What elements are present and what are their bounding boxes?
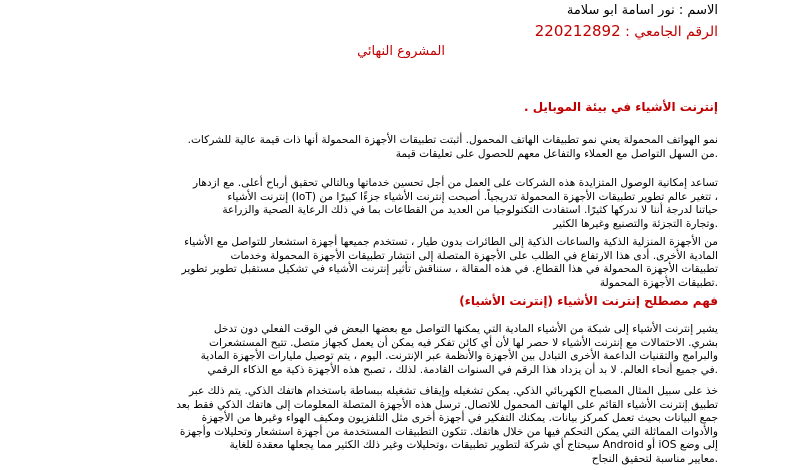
paragraph-5	[78, 385, 718, 467]
paragraph-4	[78, 323, 718, 377]
paragraph-line: .تطبيقات الأجهزة المحمولة	[599, 276, 718, 289]
paragraph-line: يشير إنترنت الأشياء إلى شبكة من الأشياء المادية التي يمكنها التواصل مع بعضها البعض في الوقت الفعلي دون تدخل	[213, 323, 718, 335]
paragraph-1	[78, 134, 718, 161]
paragraph-line: حياتنا لدرجة أننا لا ندركها كثيرًا. استفادت التكنولوجيا من العديد من القطاعات بما في ذلك الرعاية الصحية والزراعة	[222, 204, 718, 217]
paragraph-line: نمو الهواتف المحمولة يعني نمو تطبيقات الهاتف المحمول. أثبتت تطبيقات الأجهزة المحمولة أنها ذات قيمة عالية للشركات.	[187, 134, 718, 146]
topic-title: إنترنت الأشياء في بيئة الموبايل .	[523, 100, 718, 114]
student-name-line: الاسم : نور اسامة ابو سلامة	[566, 3, 718, 18]
paragraph-line: خذ على سبيل المثال المصباح الكهربائي الذكي. يمكن تشغيله وإيقاف تشغيله ببساطة باستخدام هاتفك الذكي. يتم ذلك عبر	[188, 385, 718, 397]
student-id-line	[535, 22, 718, 40]
paragraph-line: تساعد إمكانية الوصول المتزايدة هذه الشركات على العمل من أجل تحسين خدماتها وبالتالي تحقيق أرباح أعلى. مع ازدهار	[193, 177, 718, 189]
paragraph-line: ، تتغير عالم تطوير تطبيقات الأجهزة المحمولة تدريجياً. أصبحت إنترنت الأشياء جزءًا كبيرًا من (IoT) إنترنت الأشياء	[227, 190, 718, 203]
paragraph-line: تطبيق إنترنت الأشياء القائم على الهاتف المحمول للاتصال. ترسل هذه الأجهزة المتصلة المعلومات إلى هاتفك الذكي فقط بعد	[176, 398, 718, 411]
paragraph-line: والأدوات المماثلة التي يمكن التحكم فيها من خلال هاتفك. تتكون التطبيقات المستخدمة من أجهزة استشعار وتحليلات وأجهزة	[179, 425, 718, 438]
paragraph-line: بشري. الاحتمالات مع إنترنت الأشياء لا حصر لها لأن أي كائن تفكر فيه يمكن أن يعمل كجهاز متصل. تتيح المستشعرات	[208, 336, 718, 349]
paragraph-line: .في جميع أنحاء العالم. لا بد أن يزداد هذا الرقم في السنوات القادمة. لذلك ، تصبح هذه الأجهزة ذكية مع الذكاء الرقمي	[207, 363, 718, 376]
paragraph-line: من الأجهزة المنزلية الذكية والساعات الذكية إلى الطائرات بدون طيار ، تستخدم جميعها أجهزة استشعار للتواصل مع الأشياء	[184, 236, 718, 248]
student-id-label: الرقم الجامعي :	[620, 24, 718, 40]
paragraph-line: جمع البيانات بحيث تعمل كمركز بيانات. يمكنك التفكير في أجهزة أخرى مثل التلفزيون ومكيف الهواء وغيرها من الأجهزة	[201, 412, 718, 425]
paragraph-line: إلى وضع iOS أو Android سيحتاج أي شركة لتطوير تطبيقات ،وتحليلات وغير ذلك الكثير مما يجعلها معقدة للغاية	[229, 439, 718, 452]
paragraph-line: .معايير مناسبة لتحقيق النجاح	[591, 452, 718, 465]
paragraph-line: والبرامج والتقنيات الداعمة الأخرى التبادل بين الأجهزة والأنظمة عبر الإنترنت. اليوم ، يتم توصيل مليارات الأجهزة المادية	[200, 350, 718, 363]
project-title: المشروع النهائي	[357, 44, 445, 59]
paragraph-line: تطبيقات الأجهزة المحمولة في هذا القطاع. في هذه المقالة ، سنناقش تأثير إنترنت الأشياء في تشكيل مستقبل تطوير تطوير	[181, 263, 718, 276]
paragraph-line: .وتجارة التجزئة والتصنيع وغيرها الكثير	[553, 217, 718, 230]
paragraph-line: .من السهل التواصل مع العملاء والتفاعل معهم للحصول على تعليقات قيمة	[395, 147, 718, 160]
section-heading: فهم مصطلح إنترنت الأشياء (إنترنت الأشياء)	[459, 294, 718, 308]
paragraph-line: المادية الأخرى. أدى هذا الارتفاع في الطلب على الأجهزة المتصلة إلى انتشار تطبيقات الأجهزة المحمولة وخدمات	[230, 249, 718, 262]
student-id-number: 220212892	[534, 22, 621, 40]
paragraph-2	[78, 177, 718, 231]
paragraph-3	[78, 236, 718, 290]
